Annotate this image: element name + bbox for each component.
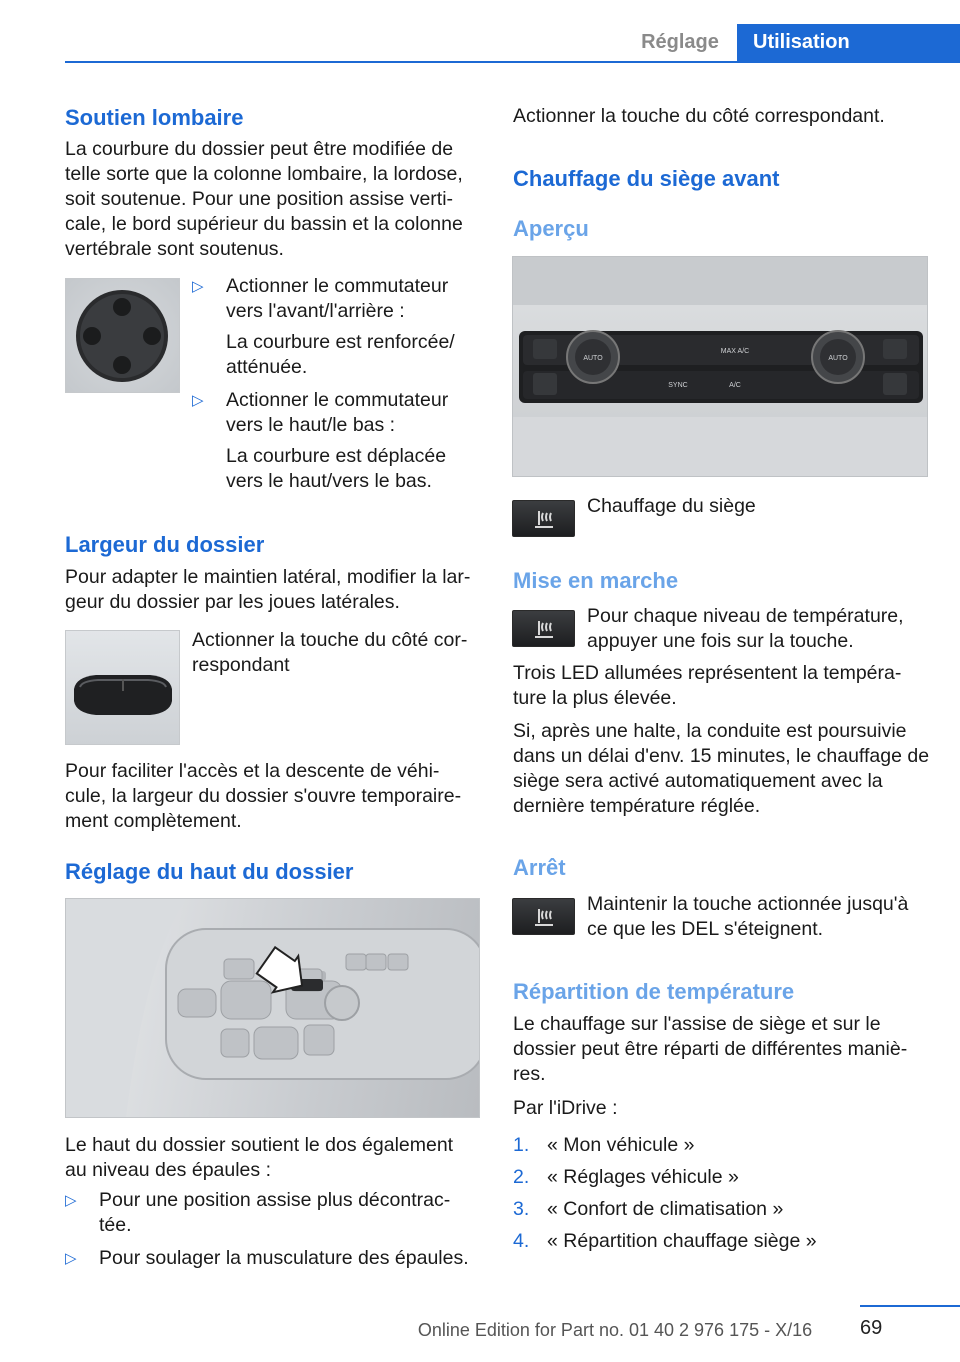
bullet-text: Actionner le commutateur vers l'avant/l'arrière :: [226, 275, 449, 322]
distribution-title: Répartition de température: [513, 979, 795, 1004]
width-button-image: [65, 630, 180, 745]
list-item: [513, 1229, 933, 1261]
tab-reglage[interactable]: Réglage: [641, 31, 719, 53]
panel-label-ac: A/C: [729, 382, 741, 389]
off-title: Arrêt: [513, 855, 566, 880]
bullet-text: Actionner le commutateur vers le haut/le bas :: [226, 389, 449, 436]
step-text: « Mon véhicule »: [547, 1134, 695, 1156]
seat-heating-button-icon: [512, 500, 575, 537]
lumbar-switch-image: [65, 278, 180, 393]
seat-heating-button-icon: [512, 610, 575, 647]
triangle-bullet-icon: ▷: [65, 1250, 77, 1267]
width-text-2: Pour faciliter l'accès et la descente de véhi-cule, la largeur du dossier s'ouvre temporaire-ment complètement.: [65, 760, 462, 832]
panel-label-sync: SYNC: [668, 382, 688, 389]
distribution-text: Le chauffage sur l'assise de siège et sur le dossier peut être réparti de différentes maniè-res.: [513, 1013, 908, 1085]
upper-text: Le haut du dossier soutient le dos également au niveau des épaules :: [65, 1134, 454, 1181]
list-item: [513, 1133, 933, 1165]
on-text-2: Trois LED allumées représentent la tempéra-ture la plus élevée.: [513, 662, 902, 709]
page-number: 69: [860, 1317, 883, 1339]
bullet-subtext: La courbure est déplacée vers le haut/vers le bas.: [226, 445, 447, 492]
step-number: 4.: [513, 1230, 530, 1252]
on-text-3: Si, après une halte, la conduite est poursuivie dans un délai d'env. 15 minutes, le chauffage de siège sera activé automatiquement avec la dernière température réglée.: [513, 720, 930, 817]
width-title: Largeur du dossier: [65, 532, 265, 557]
list-item: [65, 1246, 480, 1271]
panel-label-auto-left: AUTO: [583, 355, 603, 362]
seat-heating-label: Chauffage du siège: [587, 495, 756, 517]
on-title: Mise en marche: [513, 568, 679, 593]
step-number: 1.: [513, 1134, 530, 1156]
step-number: 2.: [513, 1166, 530, 1188]
seat-switch-panel-icon: [66, 899, 479, 1117]
list-item: [65, 1188, 480, 1238]
width-text: Pour adapter le maintien latéral, modifier la lar-geur du dossier par les joues latérales.: [65, 566, 471, 613]
on-text: Pour chaque niveau de température, appuyer une fois sur la touche.: [587, 605, 904, 652]
tab-utilisation[interactable]: Utilisation: [737, 24, 960, 61]
panel-label-max-ac: MAX A/C: [720, 348, 750, 355]
list-item: [192, 388, 482, 494]
step-text: « Confort de climatisation »: [547, 1198, 784, 1220]
bullet-text: Pour soulager la musculature des épaules.: [99, 1247, 469, 1269]
seat-controls-image: [65, 898, 480, 1118]
lumbar-bullets: [192, 274, 482, 494]
heat-title: Chauffage du siège avant: [513, 166, 780, 191]
step-text: « Répartition chauffage siège »: [547, 1230, 817, 1252]
triangle-bullet-icon: ▷: [192, 392, 204, 409]
right-intro: Actionner la touche du côté correspondant.: [513, 105, 885, 127]
climate-panel-icon: [513, 257, 927, 476]
idrive-text: Par l'iDrive :: [513, 1097, 618, 1119]
bullet-text: Pour une position assise plus décontrac-tée.: [99, 1189, 451, 1236]
list-item: [192, 274, 482, 380]
step-text: « Réglages véhicule »: [547, 1166, 739, 1188]
seat-heating-button-icon: [512, 898, 575, 935]
upper-bullets: [65, 1188, 480, 1271]
panel-label-auto-right: AUTO: [828, 355, 848, 362]
side-bolster-button-icon: [66, 631, 179, 744]
lumbar-switch-icon: [66, 279, 179, 392]
width-caption: Actionner la touche du côté cor-respondant: [192, 629, 468, 676]
lumbar-text: La courbure du dossier peut être modifiée de telle sorte que la colonne lombaire, la lordose, soit soutenue. Pour une position assise verti-cale, le bord supérieur du bassin et la colonne vertébrale sont soutenus.: [65, 138, 463, 260]
overview-title: Aperçu: [513, 216, 589, 241]
climate-panel-image: [512, 256, 928, 477]
off-text: Maintenir la touche actionnée jusqu'à ce que les DEL s'éteignent.: [587, 893, 909, 940]
step-number: 3.: [513, 1198, 530, 1220]
list-item: [513, 1165, 933, 1197]
bullet-subtext: La courbure est renforcée/ atténuée.: [226, 331, 455, 378]
triangle-bullet-icon: ▷: [192, 278, 204, 295]
lumbar-title: Soutien lombaire: [65, 105, 244, 130]
upper-title: Réglage du haut du dossier: [65, 859, 354, 884]
triangle-bullet-icon: ▷: [65, 1192, 77, 1209]
list-item: [513, 1197, 933, 1229]
idrive-steps: [513, 1133, 933, 1261]
header-rule: [65, 61, 960, 63]
footer-rule: [860, 1305, 960, 1307]
edition-footer: Online Edition for Part no. 01 40 2 976 175 - X/16: [417, 1320, 813, 1340]
